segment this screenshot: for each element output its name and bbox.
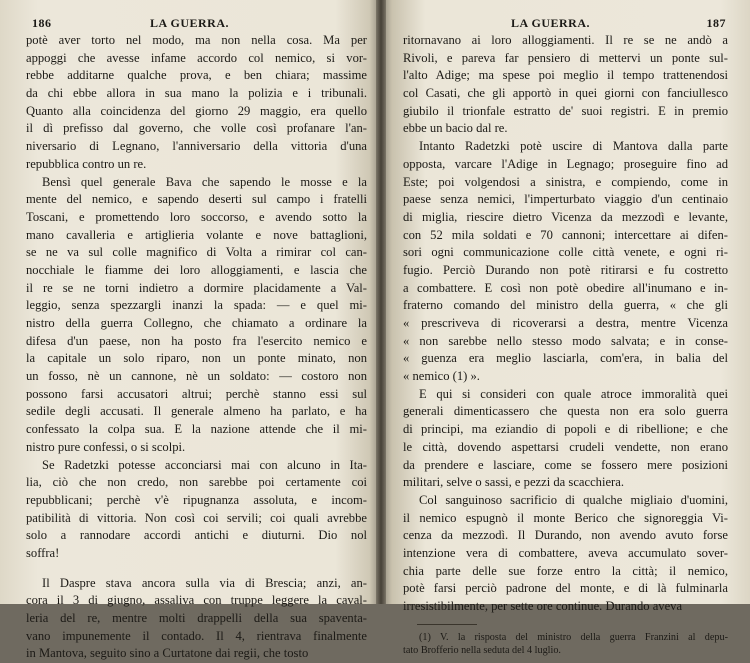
text-line: Rivoli, e pareva far pensiero di mettervi un ponte sul-	[403, 50, 728, 65]
left-page-number: 186	[32, 16, 52, 30]
footnote-line: tato Brofferio nella seduta del 4 luglio.	[403, 644, 561, 656]
text-line: opposta, varcare l'Adige in Legnago; proseguire fino ad	[403, 156, 728, 171]
right-body-text	[403, 32, 728, 616]
text-line: « nemico (1) ».	[403, 369, 480, 384]
text-line: confessato la colpa sua. E la nazione attende che il mi-	[26, 422, 367, 437]
text-line: nistro pure confessi, o si scolpi.	[26, 439, 186, 454]
text-line: cora il 3 di giugno, assaliva con truppe leggere la caval-	[26, 593, 367, 608]
text-line: mano cavalleria e artiglieria volante e nove battaglioni,	[26, 227, 367, 242]
text-line: Il Daspre stava ancora sulla via di Brescia; anzi, an-	[42, 575, 367, 590]
text-line: repubblicani; perchè v'è ripugnanza assoluta, e incom-	[26, 492, 367, 507]
text-line: Bensì quel generale Bava che sapendo le mosse e la	[42, 174, 367, 189]
text-line: Toscani, e promettendo loro soccorso, e avendo sotto la	[26, 209, 367, 224]
text-line: nistro della guerra Collegno, che chiamato a ordinare la	[26, 316, 367, 330]
right-page-number: 187	[706, 16, 726, 30]
text-line: le città, dovendo aspettarsi crudeli vendette, non erano	[403, 439, 728, 454]
text-line: chia parte delle sue forze entro la città; il nemico,	[403, 563, 728, 578]
text-line: difesa d'un paese, non ha posto fra l'esercito nemico e	[26, 333, 367, 348]
text-line: fugio. Perciò Durando non potè ritirarsi e fu costretto	[403, 262, 728, 277]
text-line: militari, selve o sassi, e pezzi da scacchiera.	[403, 475, 624, 490]
text-line: Col sanguinoso sacrificio di qualche migliaio d'uomini,	[419, 492, 728, 507]
book-gutter	[376, 0, 386, 604]
text-line: Este; poi volgendosi a sinistra, e compiendo, come in	[403, 174, 728, 189]
text-line: il dì prefisso dal governo, che volle così profanare l'an-	[26, 121, 367, 136]
text-line: se ne va sul colle magnifico di Volta a rimirar col can-	[26, 245, 367, 260]
text-line: « guenza era meglio lasciarla, com'era, in balia del	[403, 351, 728, 366]
text-line: paese senza nemici, l'imperturbato viaggio d'un centinaio	[403, 192, 728, 207]
text-line: repubblica contro un re.	[26, 156, 147, 171]
text-line: un fosso, nè un cannone, nè un soldato: — costoro non	[26, 369, 367, 384]
text-line: giubilo il trionfale estratto de' suoi registri. E in premio	[403, 103, 728, 118]
text-line: mente del nemico, e sapendo deserti sul campo i fratelli	[26, 192, 367, 207]
text-line: a combattere. E così non potè obedire all'inumano e in-	[403, 280, 728, 295]
text-line: leria del re, mentre molti drappelli della sua spaventa-	[26, 611, 367, 625]
text-line: di miglia, riescire dietro Vicenza da mezzodì e levante,	[403, 209, 728, 224]
text-line: soffra!	[26, 545, 60, 560]
text-line: lia, ciò che non credo, non sarebbe poi certamente coi	[26, 475, 367, 490]
right-running-head	[403, 16, 728, 30]
text-line: irresistibilmente, per sette ore continue. Durando aveva	[403, 599, 683, 613]
text-line: vano impunemente il contado. Il 4, rientrava finalmente	[26, 628, 367, 643]
text-line: leggio, senza spezzargli inanzi la spada: — e quel mi-	[26, 298, 367, 313]
text-line: potè aver torto nel modo, ma non nella cosa. Ma per	[26, 33, 367, 47]
footnote-rule	[417, 624, 477, 625]
footnote-line: (1) V. la risposta del ministro della guerra Franzini al depu-	[419, 631, 728, 643]
text-line: appoggi che avesse infame accordo col nemico, si vor-	[26, 50, 367, 65]
right-running-title: LA GUERRA.	[511, 16, 591, 30]
text-line: l'alto Adige; ma spese poi meglio il tempo trattenendosi	[403, 68, 728, 83]
text-line: E qui si consideri con quale atroce immoralità quei	[419, 386, 728, 401]
text-line: possono farsi accusatori altrui; perchè stanno essi sul	[26, 386, 367, 401]
text-line: ebbe un bacio dal re.	[403, 121, 508, 136]
text-line: patibilità di vittoria. Non così coi servili; coi quali avrebbe	[26, 510, 367, 525]
text-line: solo a rannodare accordi antichi e diuturni. Dio nol	[26, 528, 367, 543]
footnote	[403, 631, 728, 657]
text-line: generali dimenticassero che questa non era solo guerra	[403, 404, 728, 419]
text-line: niversario di Legnano, l'anniversario della vittoria d'una	[26, 139, 367, 154]
text-line: Se Radetzki potesse acconciarsi mai con alcuno in Ita-	[42, 457, 367, 472]
text-line: in Mantova, seguito sino a Curtatone dai regii, che tosto	[26, 646, 309, 661]
text-line: la capitale un solo riparo, non un ponte minato, non	[26, 351, 367, 366]
text-line: il nemico espugnò il monte Berico che signoreggia Vi-	[403, 510, 728, 525]
text-line: Quanto alla coincidenza del giorno 29 maggio, era quello	[26, 103, 367, 118]
text-line: Intanto Radetzki potè uscire di Mantova dalla parte	[419, 139, 728, 154]
text-line: sedile degli accusati. Il generale almeno ha parlato, e ha	[26, 404, 367, 419]
text-line: « prescriveva di ricoverarsi a destra, mentre Vicenza	[403, 316, 728, 330]
text-line: fraterno comando del ministro della guerra, « che gli	[403, 298, 728, 313]
text-line: nocchiale le fiamme dei loro alloggiamenti, e lascia che	[26, 262, 367, 277]
right-page	[381, 0, 750, 656]
text-line: col Casati, che gli apportò in quei giorni con fanciullesco	[403, 86, 728, 101]
text-line: da prendere e lasciare, come se fossero mere posizioni	[403, 457, 728, 472]
text-line: rebbe additarne qualche prova, e ben chiara; massime	[26, 68, 367, 83]
text-line: da chi ebbe allora in sua mano la polizia e i tribunali.	[26, 86, 367, 101]
left-body-text	[26, 32, 367, 663]
text-line: con 52 mila soldati e 70 cannoni; intercettare ai difen-	[403, 227, 728, 242]
text-line: il re se ne torni indietro a dormire placidamente a Val-	[26, 280, 367, 295]
text-line: di principi, ma eziandio di popoli e di ribellione; e che	[403, 422, 728, 437]
left-running-title: LA GUERRA.	[150, 16, 230, 30]
left-running-head	[26, 16, 367, 30]
text-line: cenza da mezzodì. Il Durando, non avendo avuto forse	[403, 528, 728, 543]
text-line: intenzione vera di combattere, aveva accumulato sover-	[403, 545, 728, 560]
text-line: sori ogni communicazione colle città venete, e ogni ri-	[403, 245, 728, 260]
text-line: « non sarebbe nello stesso modo salvata; e in conse-	[403, 333, 728, 348]
text-line: ritornavano ai loro alloggiamenti. Il re se ne andò a	[403, 33, 728, 47]
text-line: potè farsi perciò padrone del monte, e di là fulminarla	[403, 581, 728, 596]
